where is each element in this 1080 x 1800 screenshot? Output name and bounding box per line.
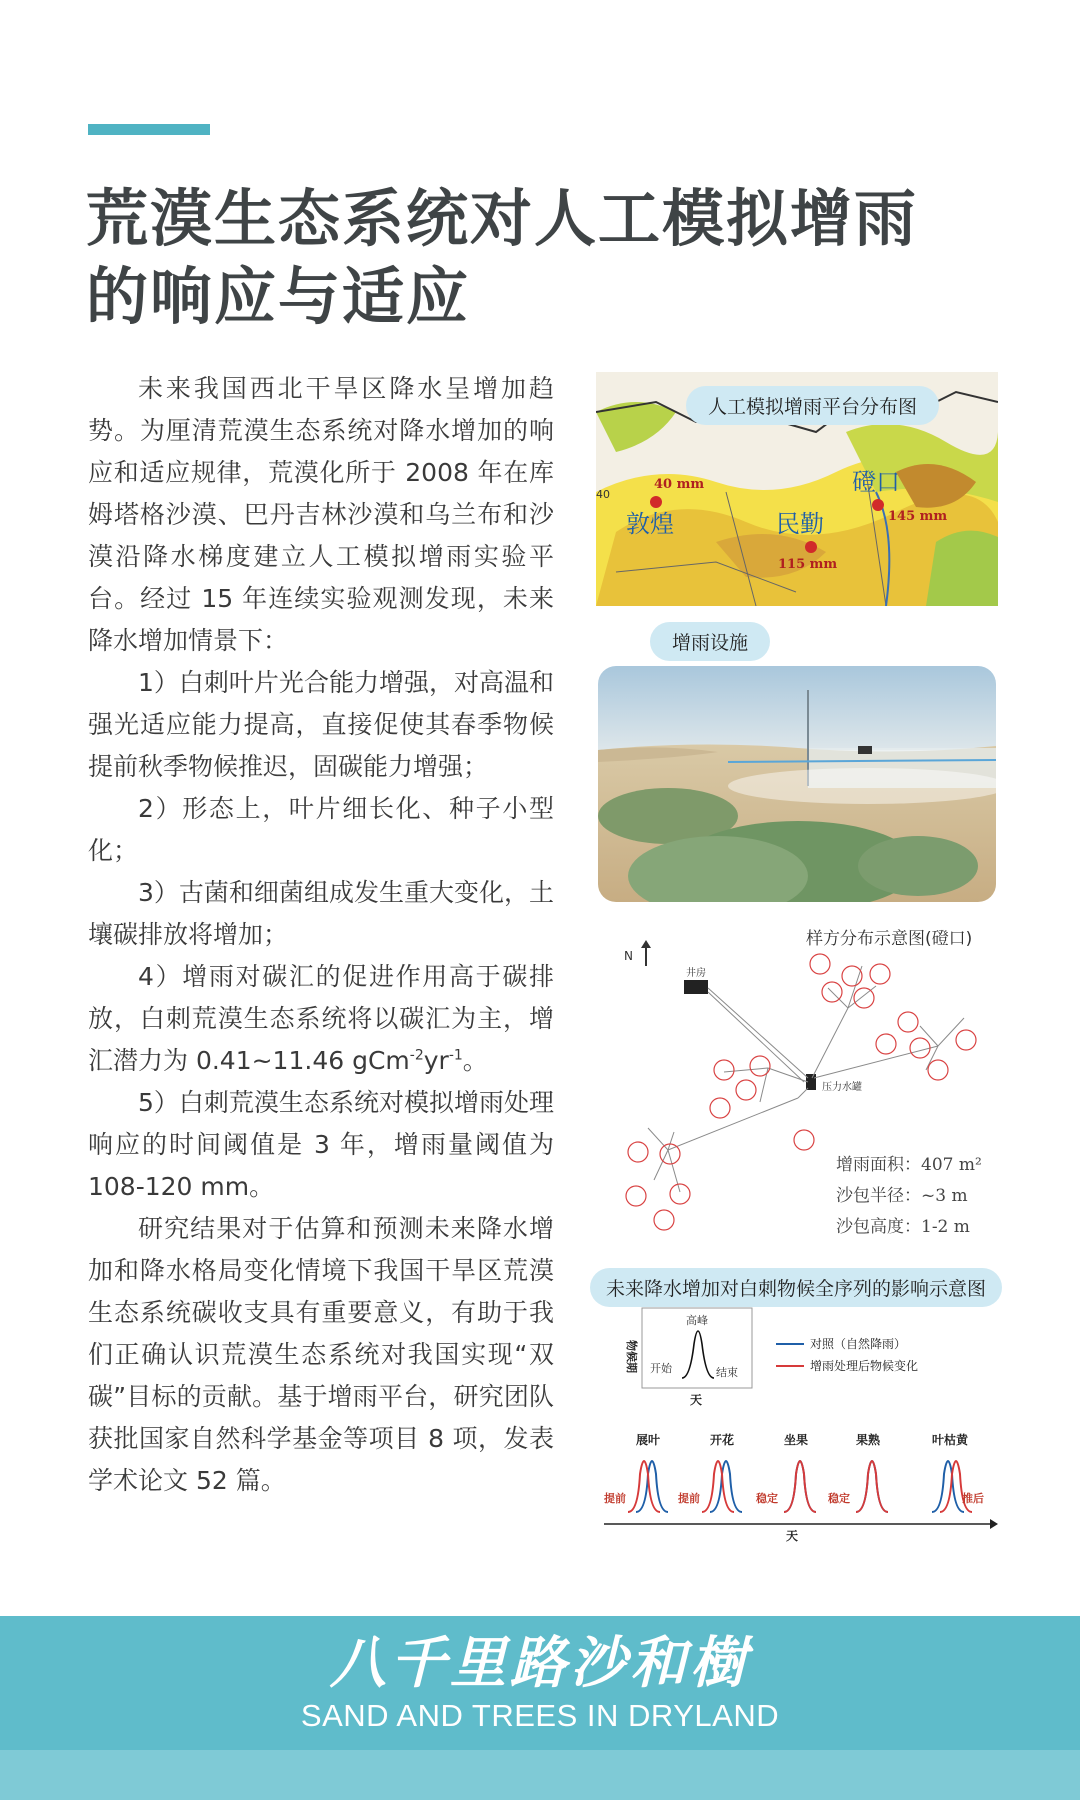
stage-label: 坐果 (784, 1433, 809, 1447)
paragraph-conclusion: 研究结果对于估算和预测未来降水增加和降水格局变化情境下我国干旱区荒漠生态系统碳收支具有重要意义，有助于我们正确认识荒漠生态系统对我国实现“双碳”目标的贡献。基于增雨平台，研究团队获批国家自然科学基金等项目 8 项，发表学术论文 52 篇。 (88, 1214, 554, 1495)
map-site-dengkou: 磴口 (852, 468, 900, 496)
page-title (86, 180, 966, 336)
stage-curve-control (784, 1461, 816, 1512)
finding-4-end: 。 (462, 1046, 488, 1075)
stage-curve-treatment (856, 1461, 888, 1512)
stage-label: 开花 (710, 1433, 735, 1447)
facility-label: 增雨设施 (650, 622, 770, 661)
map-title: 人工模拟增雨平台分布图 (686, 386, 939, 425)
stage-effect-label: 稳定 (756, 1492, 778, 1505)
stage-curve-treatment (784, 1461, 816, 1512)
phenology-y-label: 物候期 (625, 1340, 638, 1373)
article-body (88, 368, 554, 1502)
map-site-dunhuang: 敦煌 (626, 510, 674, 538)
facility-photo (598, 666, 996, 902)
title-line-1: 荒漠生态系统对人工模拟增雨 (86, 182, 919, 255)
legend-treatment: 增雨处理后物候变化 (810, 1359, 919, 1373)
finding-5: 5）白刺荒漠生态系统对模拟增雨处理响应的时间阈值是 3 年，增雨量阈值为 108-120 mm。 (88, 1088, 554, 1201)
title-line-2: 的响应与适应 (86, 260, 471, 333)
stage-effect-label: 提前 (678, 1492, 700, 1505)
finding-1: 1）白刺叶片光合能力增强，对高温和强光适应能力提高，直接促使其春季物候提前秋季物候推迟，固碳能力增强； (88, 668, 554, 781)
phenology-stages (604, 1432, 984, 1512)
phenology-inset-x-label: 天 (690, 1393, 703, 1407)
accent-bar (88, 124, 210, 135)
calligraphy-logo-icon (310, 1628, 770, 1698)
plot-diagram-title: 样方分布示意图(磴口) (806, 929, 973, 949)
map-rain-minqin: 115 mm (778, 557, 838, 572)
stat-area: 增雨面积：407 m² (836, 1155, 982, 1175)
stage-label: 展叶 (636, 1433, 661, 1447)
distribution-map (596, 372, 998, 606)
finding-4 (88, 956, 554, 1082)
well-house-label: 井房 (686, 968, 706, 979)
unit-exponent-2: -1 (448, 1047, 463, 1064)
footer-english: SAND AND TREES IN DRYLAND (300, 1698, 780, 1733)
legend-control: 对照（自然降雨） (810, 1337, 907, 1351)
finding-4-text: 4）增雨对碳汇的促进作用高于碳排放，白刺荒漠生态系统将以碳汇为主，增汇潜力为 0.41~11.46 gCm (88, 962, 554, 1075)
paragraph-intro: 未来我国西北干旱区降水呈增加趋势。为厘清荒漠生态系统对降水增加的响应和适应规律，荒漠化所于 2008 年在库姆塔格沙漠、巴丹吉林沙漠和乌兰布和沙漠沿降水梯度建立人工模拟增雨实验平台。经过 15 年连续实验观测发现，未来降水增加情景下： (88, 374, 554, 655)
map-rain-dunhuang: 40 mm (654, 477, 705, 492)
map-site-minqin: 民勤 (776, 510, 824, 538)
stat-radius: 沙包半径：~3 m (836, 1186, 968, 1206)
stage-curve-control (856, 1461, 888, 1512)
unit-exponent-1: -2 (409, 1047, 424, 1064)
stat-height: 沙包高度：1-2 m (836, 1217, 970, 1237)
footer-banner (0, 1616, 1080, 1750)
pressure-tank-label: 压力水罐 (822, 1082, 862, 1093)
start-label: 开始 (650, 1362, 672, 1375)
stage-effect-label: 推后 (962, 1492, 984, 1505)
phenology-title: 未来降水增加对白刺物候全序列的影响示意图 (590, 1268, 1002, 1307)
stage-label: 果熟 (856, 1433, 881, 1447)
finding-3: 3）古菌和细菌组成发生重大变化，土壤碳排放将增加； (88, 878, 554, 949)
end-label: 结束 (716, 1366, 738, 1379)
plot-stats (836, 1150, 982, 1243)
brand-logo (0, 1628, 1080, 1702)
phenology-diagram (598, 1304, 1000, 1544)
finding-2: 2）形态上，叶片细长化、种子小型化； (88, 794, 554, 865)
north-label: N (624, 949, 633, 963)
stage-effect-label: 稳定 (828, 1492, 850, 1505)
peak-label: 高峰 (686, 1314, 708, 1327)
stage-label: 叶枯黄 (932, 1433, 969, 1447)
map-edge-label: 40 (596, 488, 610, 501)
unit-yr: yr (423, 1046, 449, 1075)
svg-text:八千里路沙和樹: 八千里路沙和樹 (330, 1630, 750, 1696)
stage-effect-label: 提前 (604, 1492, 626, 1505)
map-rain-dengkou: 145 mm (888, 509, 948, 524)
phenology-x-label: 天 (786, 1529, 799, 1543)
footer-strip (0, 1750, 1080, 1800)
well-house-icon (684, 980, 708, 994)
